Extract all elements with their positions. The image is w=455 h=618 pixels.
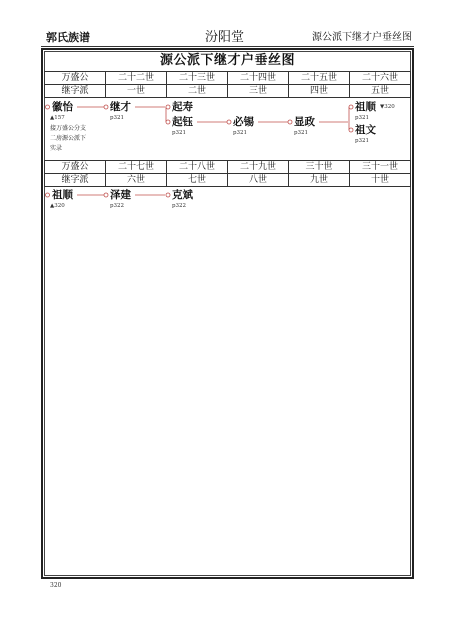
- generation-cell: 三世: [228, 85, 289, 98]
- person-name-zushun: 祖顺: [355, 101, 376, 113]
- generation-cell: 二十四世: [228, 72, 289, 85]
- node-marker: [104, 105, 108, 109]
- person-name-qiyu: 起钰: [172, 116, 193, 128]
- person-name-zushun-2: 祖顺: [52, 189, 73, 201]
- generation-cell: 一世: [106, 85, 167, 98]
- node-marker: [166, 105, 170, 109]
- generation-cell: 四世: [289, 85, 350, 98]
- node-marker: [349, 128, 353, 132]
- person-name-kebin: 克斌: [172, 189, 193, 201]
- node-marker: [46, 105, 50, 109]
- page-ref-qiyu: p321: [172, 130, 187, 136]
- node-marker: [166, 120, 170, 124]
- person-name-qishou: 起寿: [172, 101, 193, 113]
- generation-cell: 八世: [228, 174, 289, 187]
- node-marker: [166, 193, 170, 197]
- person-name-jicai: 继才: [110, 101, 131, 113]
- generation-cell: 二世: [167, 85, 228, 98]
- page-ref-zuwen: p321: [355, 138, 370, 144]
- header-book-title: 郭氏族谱: [46, 31, 90, 44]
- generation-cell: 十世: [350, 174, 411, 187]
- person-name-bixi: 必锡: [233, 116, 254, 128]
- person-name-huiyi: 徽怡: [52, 101, 73, 113]
- page-number: 320: [50, 582, 62, 589]
- node-marker: [46, 193, 50, 197]
- generation-cell: 二十八世: [167, 161, 228, 174]
- cross-ref-zushun-2: ▲320: [50, 203, 65, 209]
- node-marker: [349, 105, 353, 109]
- header-hall-name: 汾阳堂: [205, 30, 245, 45]
- generation-cell: 二十二世: [106, 72, 167, 85]
- node-marker: [104, 193, 108, 197]
- person-name-zuwen: 祖文: [355, 124, 376, 136]
- cross-ref-huiyi: ▲157: [50, 115, 65, 121]
- page-ref-zejian: p322: [110, 203, 125, 209]
- generation-cell: 六世: [106, 174, 167, 187]
- page-ref-bixi: p321: [233, 130, 248, 136]
- note-line: 接万盛公分支: [50, 125, 87, 132]
- node-marker: [288, 120, 292, 124]
- person-name-xianzheng: 显政: [294, 116, 315, 128]
- person-name-zejian: 泽建: [110, 189, 131, 201]
- note-line: 实录: [50, 145, 63, 152]
- generation-cell: 继字派: [45, 174, 106, 187]
- note-line: 二房源公派下: [50, 135, 87, 142]
- generation-cell: 七世: [167, 174, 228, 187]
- generation-cell: 万盛公: [45, 72, 106, 85]
- generation-cell: 二十九世: [228, 161, 289, 174]
- cross-ref-zushun: ▼320: [380, 104, 395, 110]
- generation-cell: 万盛公: [45, 161, 106, 174]
- generation-cell: 二十三世: [167, 72, 228, 85]
- generation-cell: 二十六世: [350, 72, 411, 85]
- header-chart-title: 源公派下继才户垂丝图: [312, 32, 412, 43]
- generation-cell: 九世: [289, 174, 350, 187]
- generation-cell: 五世: [350, 85, 411, 98]
- node-marker: [227, 120, 231, 124]
- page-ref-kebin: p322: [172, 203, 187, 209]
- generation-cell: 二十七世: [106, 161, 167, 174]
- generation-cell: 二十五世: [289, 72, 350, 85]
- generation-cell: 继字派: [45, 85, 106, 98]
- page-ref-xianzheng: p321: [294, 130, 309, 136]
- generation-cell: 三十世: [289, 161, 350, 174]
- page-ref-zushun: p321: [355, 115, 370, 121]
- page-ref-jicai: p321: [110, 115, 125, 121]
- chart-title: 源公派下继才户垂丝图: [159, 53, 295, 68]
- generation-cell: 三十一世: [350, 161, 411, 174]
